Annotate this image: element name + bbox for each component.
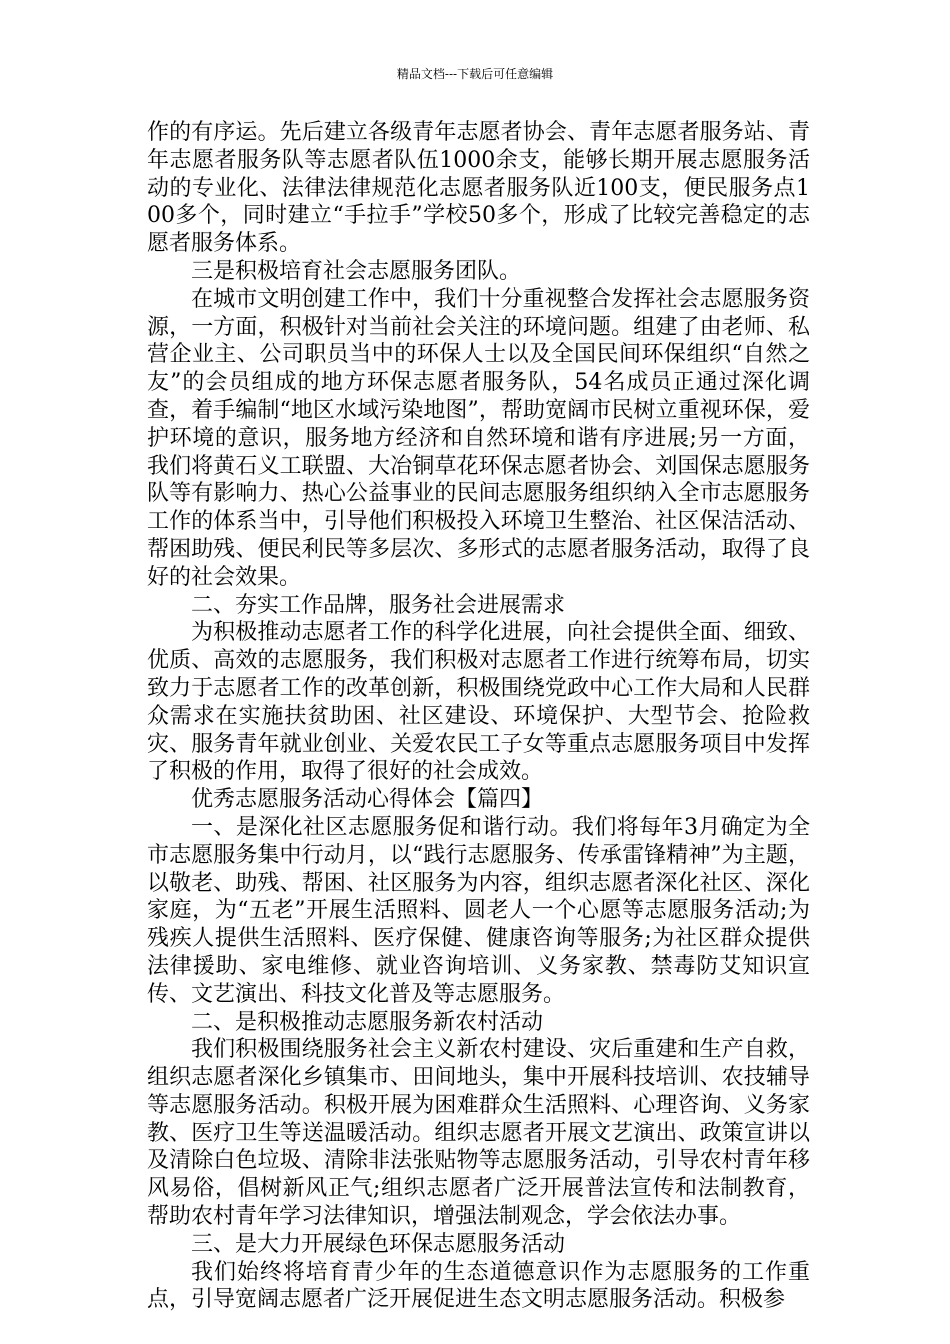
paragraph: 作的有序运。先后建立各级青年志愿者协会、青年志愿者服务站、青年志愿者服务队等志愿者队伍1000余支，能够长期开展志愿服务活动的专业化、法律法律规范化志愿者服务队近100支，便民服务点100多个，同时建立“手拉手”学校50多个，形成了比较完善稳定的志愿者服务体系。 — [147, 120, 810, 257]
section-heading: 三是积极培育社会志愿服务团队。 — [191, 258, 522, 284]
section-heading: 二、夯实工作品牌，服务社会进展需求 — [191, 592, 566, 618]
article-title: 优秀志愿服务活动心得体会【篇四】 — [191, 787, 544, 813]
section-heading: 二、是积极推动志愿服务新农村活动 — [191, 1009, 544, 1035]
paragraph: 在城市文明创建工作中，我们十分重视整合发挥社会志愿服务资源，一方面，积极针对当前社会关注的环境问题。组建了由老师、私营企业主、公司职员当中的环保人士以及全国民间环保组织“自然之友”的会员组成的地方环保志愿者服务队，54名成员正通过深化调查，着手编制“地区水域污染地图”，帮助宽阔市民树立重视环保，爱护环境的意识，服务地方经济和自然环境和谐有序进展;另一方面，我们将黄石义工联盟、大冶铜草花环保志愿者协会、刘国保志愿服务队等有影响力、热心公益事业的民间志愿服务组织纳入全市志愿服务工作的体系当中，引导他们积极投入环境卫生整治、社区保洁活动、帮困助残、便民利民等多层次、多形式的志愿者服务活动，取得了良好的社会效果。 — [147, 286, 810, 590]
paragraph: 为积极推动志愿者工作的科学化进展，向社会提供全面、细致、优质、高效的志愿服务，我们积极对志愿者工作进行统筹布局，切实致力于志愿者工作的改革创新，积极围绕党政中心工作大局和人民群众需求在实施扶贫助困、社区建设、环境保护、大型节会、抢险救灾、服务青年就业创业、关爱农民工子女等重点志愿服务项目中发挥了积极的作用，取得了很好的社会成效。 — [147, 620, 810, 785]
paragraph: 我们积极围绕服务社会主义新农村建设、灾后重建和生产自救，组织志愿者深化乡镇集市、田间地头，集中开展科技培训、农技辅导等志愿服务活动。积极开展为困难群众生活照料、心理咨询、义务家教、医疗卫生等送温暖活动。组织志愿者开展文艺演出、政策宣讲以及清除白色垃圾、清除非法张贴物等志愿服务活动，引导农村青年移风易俗，倡树新风正气;组织志愿者广泛开展普法宣传和法制教育，帮助农村青年学习法律知识，增强法制观念，学会依法办事。 — [147, 1037, 810, 1230]
page-header: 精品文档---下载后可任意编辑 — [396, 67, 554, 81]
paragraph: 我们始终将培育青少年的生态道德意识作为志愿服务的工作重点，引导宽阔志愿者广泛开展促进生态文明志愿服务活动。积极参 — [147, 1259, 810, 1313]
paragraph: 一、是深化社区志愿服务促和谐行动。我们将每年3月确定为全市志愿服务集中行动月，以“践行志愿服务、传承雷锋精神”为主题，以敬老、助残、帮困、社区服务为内容，组织志愿者深化社区、深化家庭，为“五老”开展生活照料、圆老人一个心愿等志愿服务活动;为残疾人提供生活照料、医疗保健、健康咨询等服务;为社区群众提供法律援助、家电维修、就业咨询培训、义务家教、禁毒防艾知识宣传、文艺演出、科技文化普及等志愿服务。 — [147, 814, 810, 1007]
document-body — [147, 119, 810, 1314]
section-heading: 三、是大力开展绿色环保志愿服务活动 — [191, 1231, 566, 1257]
